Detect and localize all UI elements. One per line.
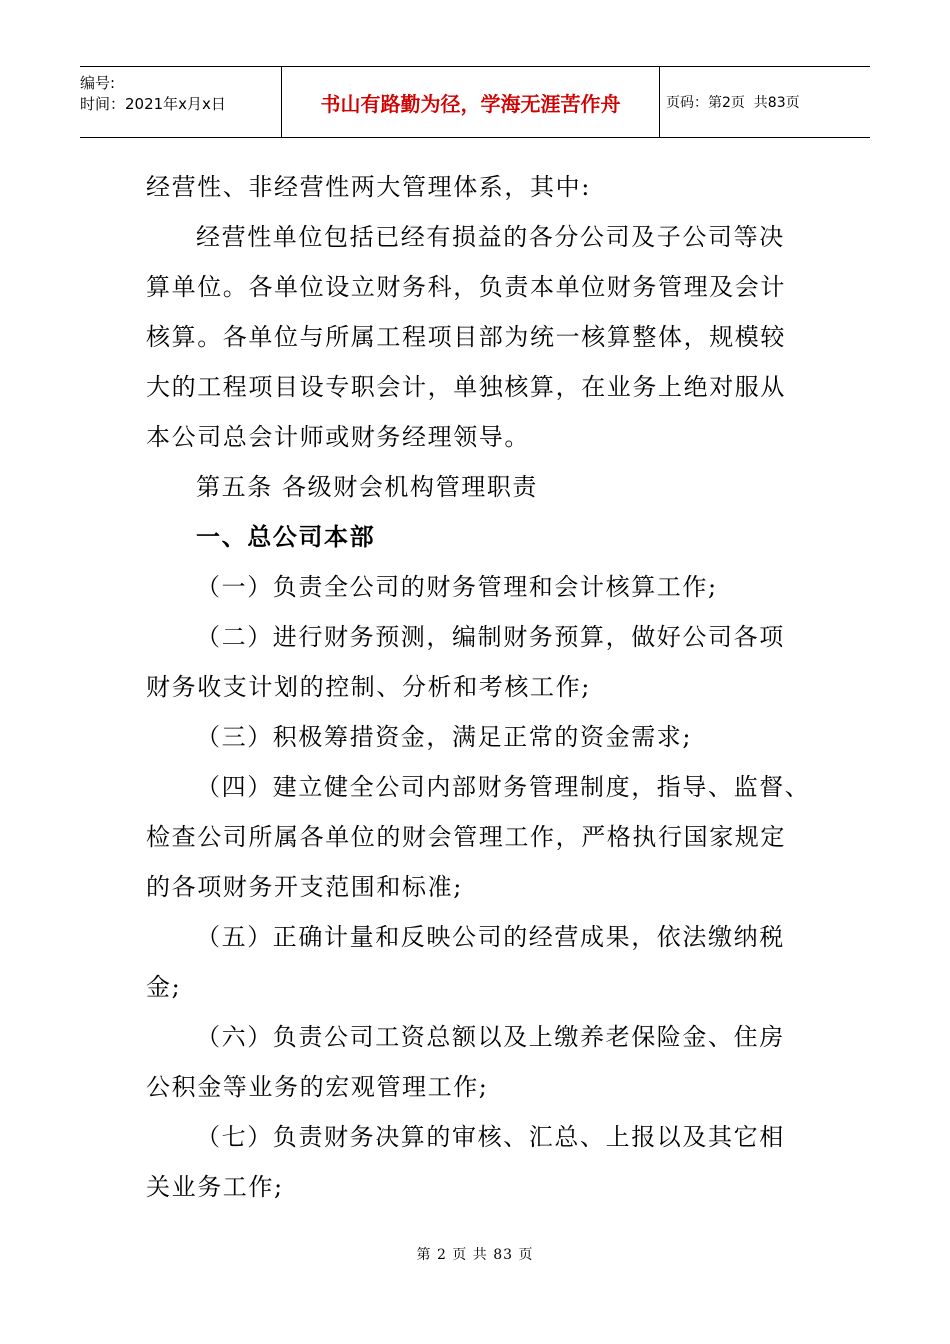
page-footer: 第 2 页 共 83 页 (416, 1247, 534, 1263)
header-page-info (660, 67, 870, 137)
body-line: （一）负责全公司的财务管理和会计核算工作; (196, 573, 718, 601)
body-line: （七）负责财务决算的审核、汇总、上报以及其它相 (196, 1123, 785, 1151)
body-line: （三）积极筹措资金，满足正常的资金需求; (196, 723, 693, 751)
body-line: 公积金等业务的宏观管理工作; (146, 1073, 489, 1101)
body-line: 经营性单位包括已经有损益的各分公司及子公司等决 (196, 223, 785, 251)
body-line: 核算。各单位与所属工程项目部为统一核算整体，规模较 (146, 323, 786, 351)
body-line: （二）进行财务预测，编制财务预算，做好公司各项 (196, 623, 785, 651)
article-heading: 第五条 各级财会机构管理职责 (196, 473, 539, 501)
body-line: 经营性、非经营性两大管理体系，其中: (146, 173, 591, 201)
document-number-label: 编号: (80, 74, 116, 92)
page-header (80, 66, 870, 138)
header-meta (80, 67, 282, 137)
body-line: （四）建立健全公司内部财务管理制度，指导、监督、 (196, 773, 811, 801)
section-heading: 一、总公司本部 (196, 523, 376, 551)
body-line: 本公司总会计师或财务经理领导。 (146, 423, 530, 451)
document-time: 时间：2021年x月x日 (80, 95, 226, 113)
body-line: 大的工程项目设专职会计，单独核算，在业务上绝对服从 (146, 373, 786, 401)
body-line: 检查公司所属各单位的财会管理工作，严格执行国家规定 (146, 823, 786, 851)
body-line: （五）正确计量和反映公司的经营成果，依法缴纳税 (196, 923, 785, 951)
body-line: 关业务工作; (146, 1173, 284, 1201)
body-line: 算单位。各单位设立财务科，负责本单位财务管理及会计 (146, 273, 786, 301)
document-body (146, 162, 816, 1212)
body-line: （六）负责公司工资总额以及上缴养老保险金、住房 (196, 1023, 785, 1051)
page-info-text: 页码：第2页 共83页 (666, 95, 800, 111)
header-motto: 书山有路勤为径，学海无涯苦作舟 (282, 67, 660, 137)
body-line: 金; (146, 973, 182, 1001)
body-line: 的各项财务开支范围和标准; (146, 873, 463, 901)
body-line: 财务收支计划的控制、分析和考核工作; (146, 673, 591, 701)
